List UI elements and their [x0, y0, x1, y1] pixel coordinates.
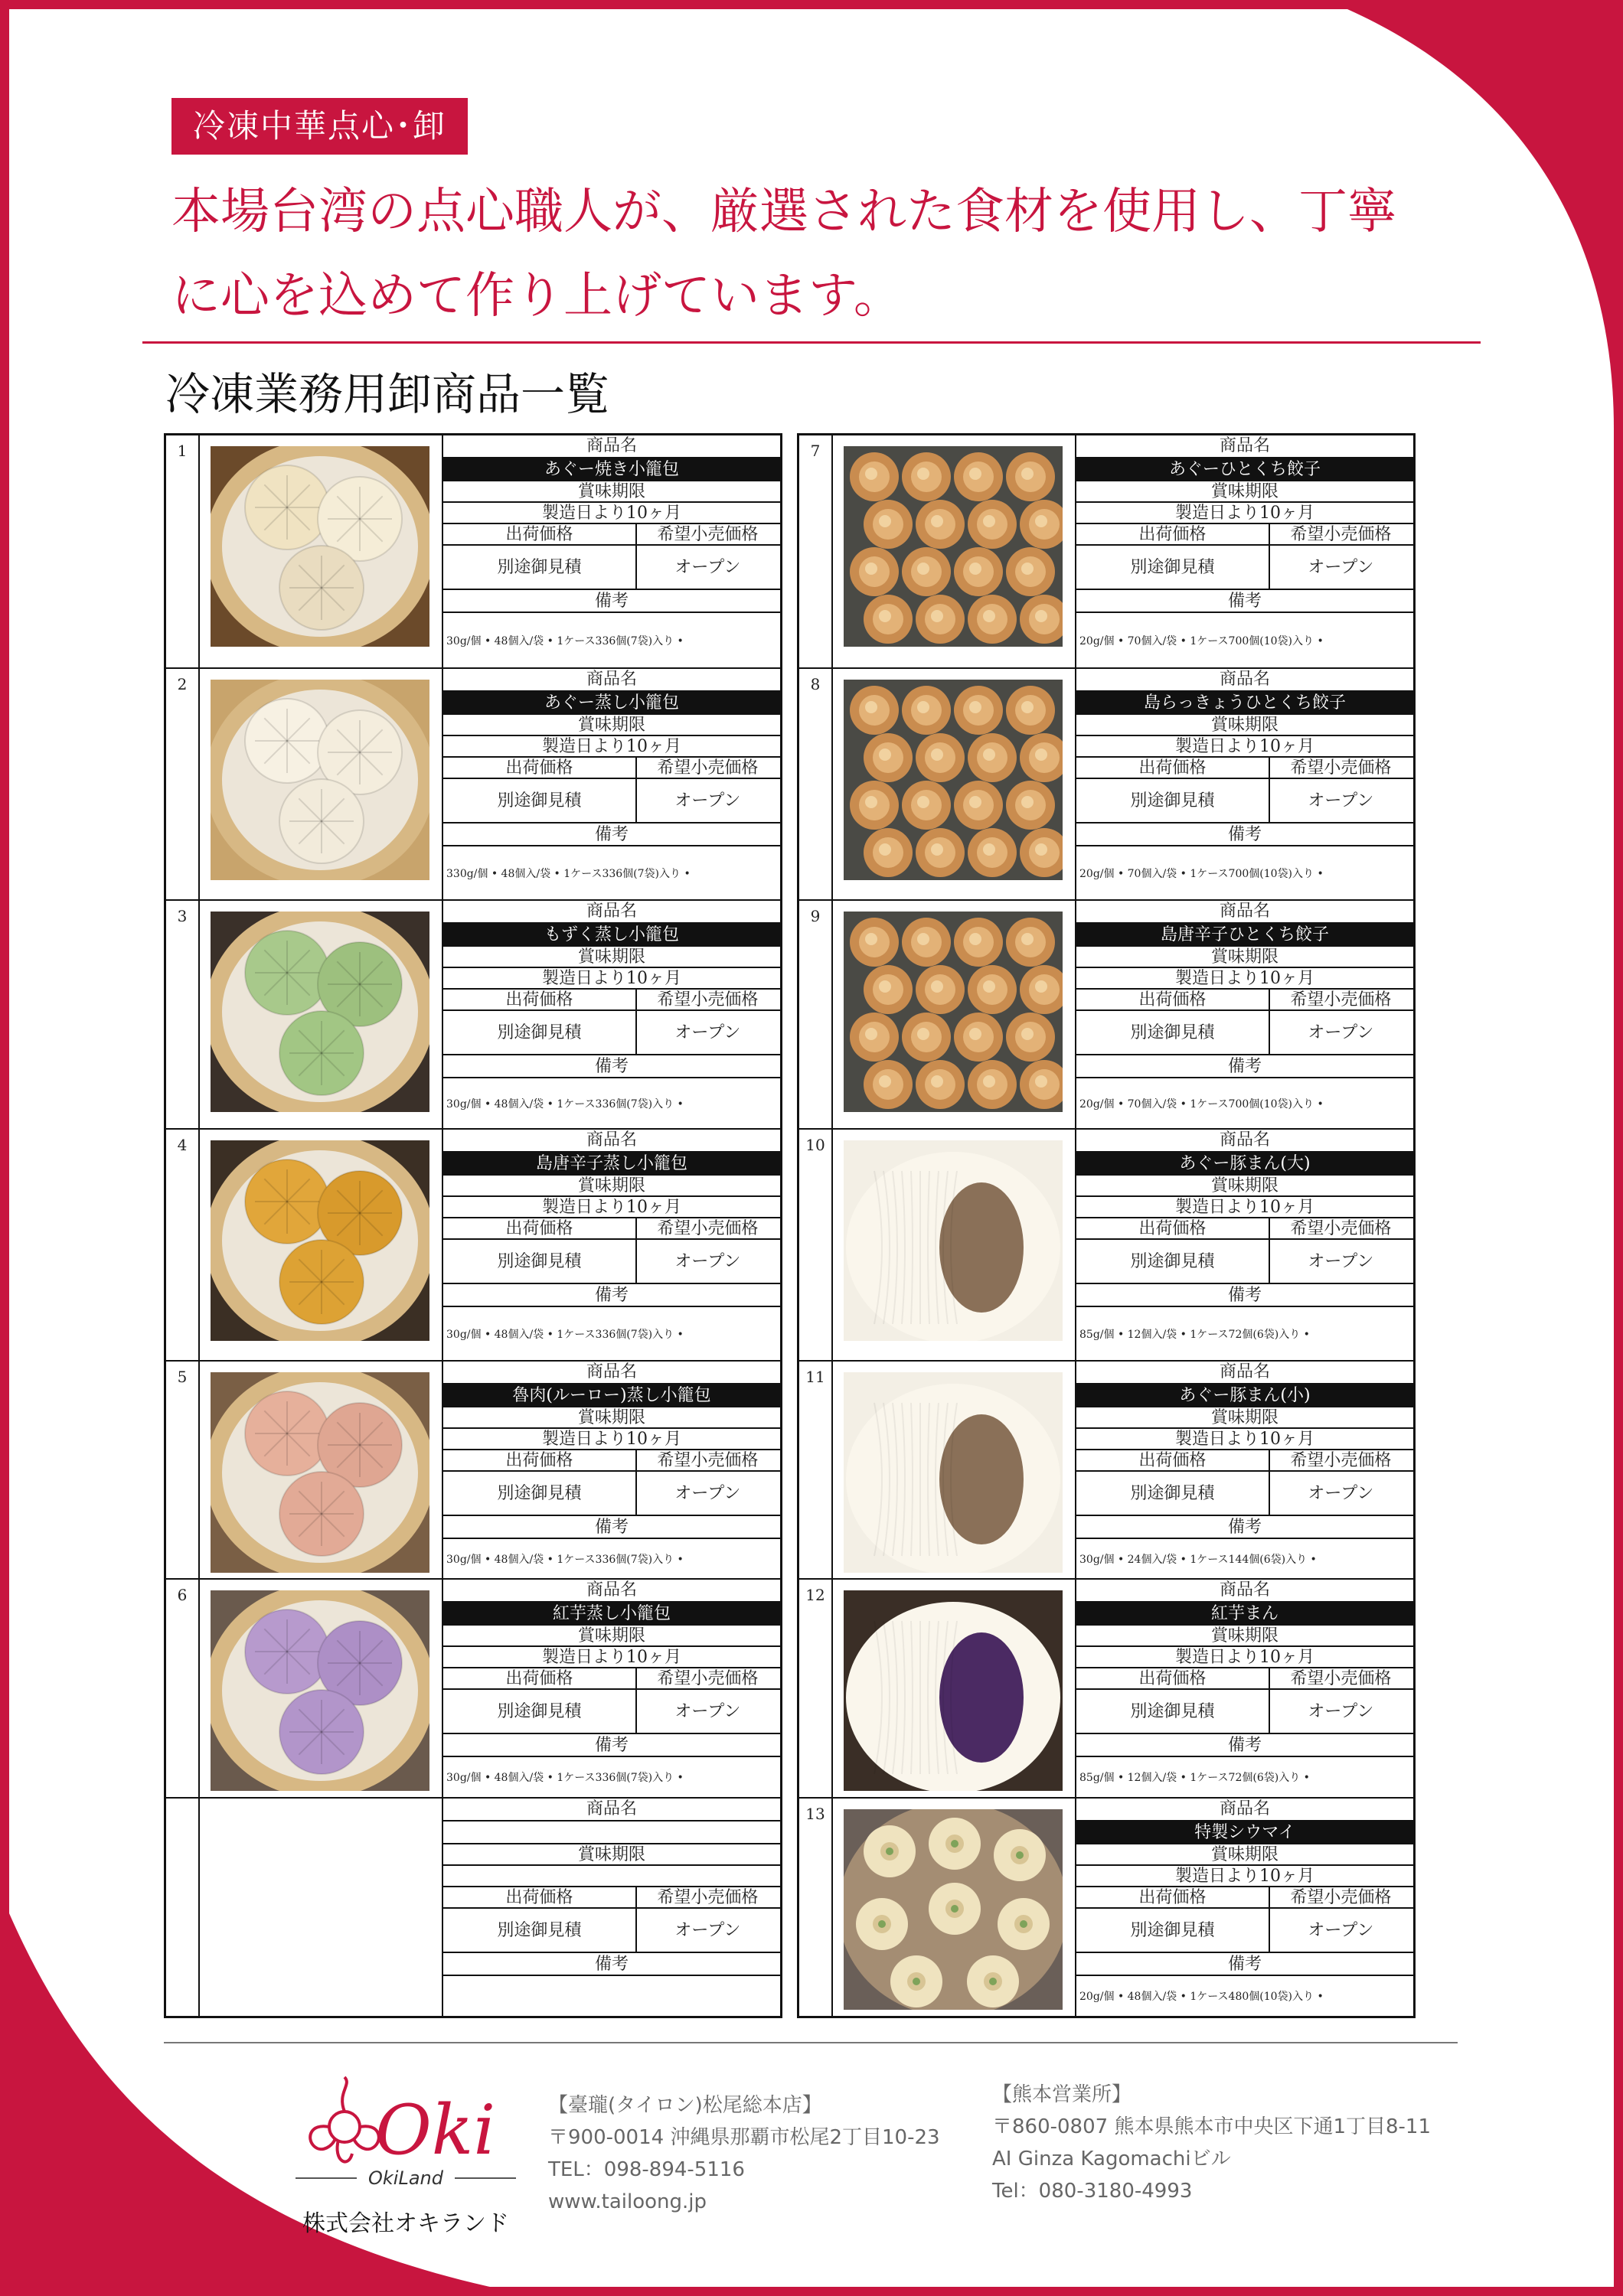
product-name: 島らっきょうひとくち餃子 [1076, 690, 1413, 713]
product-info [1076, 435, 1413, 667]
price-header [443, 1449, 780, 1470]
photo-cell [833, 1580, 1076, 1797]
photo-cell [833, 669, 1076, 899]
product-number: 3 [166, 901, 200, 1128]
retail-price-label: 希望小売価格 [1290, 1669, 1392, 1688]
remarks-label: 備考 [443, 1733, 780, 1756]
product-info [443, 435, 780, 667]
ship-price-label: 出荷価格 [443, 990, 637, 1009]
expiry-label: 賞味期限 [1076, 1174, 1413, 1195]
price-values [443, 1009, 780, 1054]
remarks-label: 備考 [443, 1054, 780, 1077]
photo-cell [833, 1799, 1076, 2016]
shelf-life: 製造日より10ヶ月 [443, 1427, 780, 1449]
product-photo [211, 1140, 429, 1341]
ship-price-value: 別途御見積 [1076, 1240, 1270, 1283]
product-number [166, 1799, 200, 2016]
remarks-text: 20g/個 • 48個入/袋 • 1ケース480個(10袋)入り • [1076, 1975, 1413, 2016]
ship-price-value: 別途御見積 [443, 779, 637, 822]
product-info [443, 1130, 780, 1360]
hq-title: 【臺瓏(タイロン)松尾総本店】 [548, 2094, 822, 2117]
product-row [166, 1797, 780, 2016]
price-header [1076, 1667, 1413, 1688]
price-header [443, 523, 780, 544]
product-number: 6 [166, 1580, 200, 1797]
retail-price-label: 希望小売価格 [657, 758, 759, 778]
photo-cell [200, 901, 443, 1128]
photo-cell [833, 901, 1076, 1128]
shelf-life: 製造日より10ヶ月 [443, 1645, 780, 1667]
ship-price-value: 別途御見積 [443, 1690, 637, 1733]
remarks-text: 30g/個 • 48個入/袋 • 1ケース336個(7袋)入り • [443, 1756, 780, 1797]
branch-address-block [992, 2079, 1431, 2207]
expiry-label: 賞味期限 [1076, 1843, 1413, 1864]
price-values [1076, 1907, 1413, 1952]
retail-price-label: 希望小売価格 [657, 990, 759, 1009]
shelf-life: 製造日より10ヶ月 [1076, 967, 1413, 988]
product-info [443, 669, 780, 899]
retail-price-value: オープン [674, 1252, 741, 1271]
remarks-label: 備考 [443, 589, 780, 612]
product-name-label: 商品名 [1219, 1362, 1270, 1381]
price-values [443, 778, 780, 822]
product-name: 特製シウマイ [1076, 1820, 1413, 1843]
expiry-label: 賞味期限 [1076, 1624, 1413, 1645]
catalog-left-column [164, 433, 782, 2018]
expiry-label: 賞味期限 [1076, 713, 1413, 735]
product-info [1076, 1799, 1413, 2016]
product-row [166, 1360, 780, 1578]
shelf-life: 製造日より10ヶ月 [443, 501, 780, 523]
product-info [443, 1580, 780, 1797]
retail-price-label: 希望小売価格 [657, 1888, 759, 1907]
remarks-label: 備考 [1076, 1952, 1413, 1975]
expiry-label: 賞味期限 [443, 480, 780, 501]
price-header [443, 756, 780, 778]
shelf-life: 製造日より10ヶ月 [443, 967, 780, 988]
expiry-label: 賞味期限 [443, 713, 780, 735]
ship-price-label: 出荷価格 [1076, 1668, 1270, 1688]
remarks-label: 備考 [443, 1283, 780, 1306]
ship-price-label: 出荷価格 [1076, 1887, 1270, 1907]
expiry-label: 賞味期限 [1076, 1406, 1413, 1427]
ship-price-label: 出荷価格 [1076, 990, 1270, 1009]
product-name: 紅芋蒸し小籠包 [443, 1601, 780, 1624]
ship-price-label: 出荷価格 [1076, 1450, 1270, 1470]
logo-wordmark: Oki [375, 2090, 496, 2170]
product-photo [844, 912, 1063, 1112]
shelf-life: 製造日より10ヶ月 [443, 735, 780, 756]
product-name: 紅芋まん [1076, 1601, 1413, 1624]
branch-title: 【熊本営業所】 [992, 2083, 1132, 2106]
product-name: あぐー焼き小籠包 [443, 457, 780, 480]
price-values [443, 1907, 780, 1952]
catalog-right-column [797, 433, 1416, 2018]
headline-line-1: 本場台湾の点心職人が、厳選された食材を使用し、丁寧 [171, 184, 1396, 240]
retail-price-value: オープン [1308, 1702, 1374, 1721]
remarks-label: 備考 [443, 822, 780, 845]
shelf-life [443, 1864, 780, 1886]
remarks-text: 30g/個 • 48個入/袋 • 1ケース336個(7袋)入り • [443, 1306, 780, 1360]
expiry-label: 賞味期限 [1076, 480, 1413, 501]
branch-address: 〒860-0807 熊本県熊本市中央区下通1丁目8-11 [992, 2115, 1431, 2138]
product-name-label: 商品名 [1219, 670, 1270, 689]
okiland-logo [291, 2062, 521, 2207]
remarks-text: 30g/個 • 24個入/袋 • 1ケース144個(6袋)入り • [1076, 1538, 1413, 1578]
logo-subtitle: OkiLand [368, 2167, 443, 2189]
shelf-life: 製造日より10ヶ月 [1076, 735, 1413, 756]
expiry-label: 賞味期限 [443, 1174, 780, 1195]
shelf-life: 製造日より10ヶ月 [1076, 1864, 1413, 1886]
product-name-label: 商品名 [586, 902, 637, 921]
product-photo [211, 1372, 429, 1573]
product-row [166, 899, 780, 1128]
product-row [799, 1578, 1413, 1797]
photo-cell [200, 435, 443, 667]
remarks-text [443, 1975, 780, 2016]
retail-price-value: オープン [1308, 1921, 1374, 1940]
ship-price-label: 出荷価格 [443, 758, 637, 778]
product-name-label: 商品名 [586, 436, 637, 455]
product-name-label: 商品名 [586, 1799, 637, 1818]
product-name-label: 商品名 [1219, 1130, 1270, 1150]
product-row [166, 435, 780, 667]
retail-price-label: 希望小売価格 [1290, 1888, 1392, 1907]
photo-cell [200, 1362, 443, 1578]
price-values [1076, 544, 1413, 589]
product-number: 8 [799, 669, 833, 899]
product-info [1076, 1362, 1413, 1578]
price-header [443, 988, 780, 1009]
shelf-life: 製造日より10ヶ月 [443, 1195, 780, 1217]
remarks-label: 備考 [1076, 1733, 1413, 1756]
price-header [443, 1886, 780, 1907]
photo-cell [833, 1362, 1076, 1578]
price-values [1076, 1238, 1413, 1283]
remarks-text: 330g/個 • 48個入/袋 • 1ケース336個(7袋)入り • [443, 845, 780, 899]
product-number: 11 [799, 1362, 833, 1578]
product-photo [211, 912, 429, 1112]
remarks-label: 備考 [1076, 1054, 1413, 1077]
photo-cell [200, 669, 443, 899]
product-row [166, 1128, 780, 1360]
expiry-label: 賞味期限 [443, 1624, 780, 1645]
price-values [1076, 1688, 1413, 1733]
product-name: あぐー豚まん(大) [1076, 1151, 1413, 1174]
price-values [443, 1238, 780, 1283]
product-name: もずく蒸し小籠包 [443, 922, 780, 945]
remarks-label: 備考 [443, 1515, 780, 1538]
product-photo [211, 680, 429, 880]
remarks-text: 30g/個 • 48個入/袋 • 1ケース336個(7袋)入り • [443, 1077, 780, 1128]
product-name-label: 商品名 [586, 670, 637, 689]
remarks-text: 30g/個 • 48個入/袋 • 1ケース336個(7袋)入り • [443, 1538, 780, 1578]
price-values [1076, 1009, 1413, 1054]
headline-line-2: に心を込めて作り上げています。 [171, 268, 903, 325]
company-name: 株式会社オキランド [302, 2210, 509, 2237]
ship-price-value: 別途御見積 [1076, 1472, 1270, 1515]
retail-price-value: オープン [674, 1921, 741, 1940]
shelf-life: 製造日より10ヶ月 [1076, 1195, 1413, 1217]
product-info [1076, 1130, 1413, 1360]
product-info [443, 1799, 780, 2016]
product-number: 7 [799, 435, 833, 667]
product-name-label: 商品名 [1219, 902, 1270, 921]
retail-price-label: 希望小売価格 [1290, 758, 1392, 778]
remarks-text: 30g/個 • 48個入/袋 • 1ケース336個(7袋)入り • [443, 612, 780, 667]
product-info [443, 1362, 780, 1578]
hq-tel[interactable]: TEL：098-894-5116 [548, 2158, 745, 2181]
retail-price-label: 希望小売価格 [1290, 990, 1392, 1009]
product-row [799, 667, 1413, 899]
ship-price-label: 出荷価格 [1076, 524, 1270, 544]
ship-price-value: 別途御見積 [1076, 1690, 1270, 1733]
retail-price-value: オープン [674, 1702, 741, 1721]
retail-price-value: オープン [674, 1023, 741, 1042]
product-number: 12 [799, 1580, 833, 1797]
expiry-label: 賞味期限 [443, 1843, 780, 1864]
price-header [1076, 523, 1413, 544]
ship-price-value: 別途御見積 [443, 1011, 637, 1054]
ship-price-value: 別途御見積 [1076, 1011, 1270, 1054]
product-photo [844, 1590, 1063, 1791]
product-name-label: 商品名 [1219, 1799, 1270, 1818]
retail-price-label: 希望小売価格 [1290, 1219, 1392, 1238]
remarks-text: 20g/個 • 70個入/袋 • 1ケース700個(10袋)入り • [1076, 1077, 1413, 1128]
product-row [166, 1578, 780, 1797]
price-values [443, 1470, 780, 1515]
ship-price-label: 出荷価格 [443, 524, 637, 544]
retail-price-label: 希望小売価格 [1290, 1451, 1392, 1470]
product-photo [844, 680, 1063, 880]
product-number: 4 [166, 1130, 200, 1360]
remarks-label: 備考 [1076, 1515, 1413, 1538]
headline [171, 170, 1519, 338]
remarks-label: 備考 [443, 1952, 780, 1975]
price-header [1076, 988, 1413, 1009]
product-number: 10 [799, 1130, 833, 1360]
ship-price-value: 別途御見積 [1076, 546, 1270, 589]
product-name-label: 商品名 [1219, 436, 1270, 455]
retail-price-value: オープン [1308, 791, 1374, 810]
branch-tel[interactable]: Tel：080-3180-4993 [992, 2180, 1193, 2203]
divider [142, 341, 1481, 344]
product-name: 魯肉(ルーロー)蒸し小籠包 [443, 1383, 780, 1406]
product-photo [211, 446, 429, 647]
remarks-label: 備考 [1076, 822, 1413, 845]
ship-price-value: 別途御見積 [1076, 779, 1270, 822]
product-row [166, 667, 780, 899]
product-number: 13 [799, 1799, 833, 2016]
product-info [1076, 901, 1413, 1128]
product-name-label: 商品名 [586, 1362, 637, 1381]
shelf-life: 製造日より10ヶ月 [1076, 1427, 1413, 1449]
remarks-text: 20g/個 • 70個入/袋 • 1ケース700個(10袋)入り • [1076, 612, 1413, 667]
product-info [1076, 1580, 1413, 1797]
retail-price-value: オープン [1308, 1484, 1374, 1503]
retail-price-value: オープン [1308, 1252, 1374, 1271]
product-name: 島唐辛子蒸し小籠包 [443, 1151, 780, 1174]
product-name: 島唐辛子ひとくち餃子 [1076, 922, 1413, 945]
ship-price-value: 別途御見積 [443, 1909, 637, 1952]
footer-divider [164, 2042, 1458, 2043]
photo-cell [200, 1799, 443, 2016]
product-row [799, 899, 1413, 1128]
product-photo [844, 446, 1063, 647]
remarks-text: 85g/個 • 12個入/袋 • 1ケース72個(6袋)入り • [1076, 1756, 1413, 1797]
retail-price-label: 希望小売価格 [657, 1669, 759, 1688]
product-row [799, 435, 1413, 667]
retail-price-label: 希望小売価格 [657, 1451, 759, 1470]
ship-price-value: 別途御見積 [443, 546, 637, 589]
product-name [443, 1820, 780, 1843]
ship-price-label: 出荷価格 [1076, 1218, 1270, 1238]
product-name-label: 商品名 [1219, 1580, 1270, 1600]
product-number: 5 [166, 1362, 200, 1578]
expiry-label: 賞味期限 [443, 1406, 780, 1427]
price-header [1076, 1449, 1413, 1470]
retail-price-value: オープン [674, 791, 741, 810]
product-info [443, 901, 780, 1128]
ship-price-value: 別途御見積 [443, 1472, 637, 1515]
retail-price-value: オープン [674, 558, 741, 577]
product-photo [844, 1809, 1063, 2010]
product-photo [211, 1590, 429, 1791]
hq-address-block [548, 2089, 940, 2218]
ship-price-label: 出荷価格 [443, 1668, 637, 1688]
product-number: 1 [166, 435, 200, 667]
retail-price-value: オープン [1308, 1023, 1374, 1042]
category-tag: 冷凍中華点心･卸 [171, 98, 468, 155]
price-header [443, 1217, 780, 1238]
retail-price-value: オープン [674, 1484, 741, 1503]
price-header [1076, 756, 1413, 778]
section-title: 冷凍業務用卸商品一覧 [165, 368, 610, 420]
expiry-label: 賞味期限 [1076, 945, 1413, 967]
hq-address: 〒900-0014 沖縄県那覇市松尾2丁目10-23 [548, 2126, 940, 2149]
photo-cell [200, 1580, 443, 1797]
product-row [799, 1797, 1413, 2016]
product-info [1076, 669, 1413, 899]
photo-cell [200, 1130, 443, 1360]
ship-price-label: 出荷価格 [443, 1887, 637, 1907]
remarks-label: 備考 [1076, 1283, 1413, 1306]
price-header [1076, 1886, 1413, 1907]
product-name: あぐー豚まん(小) [1076, 1383, 1413, 1406]
price-header [1076, 1217, 1413, 1238]
product-name: あぐーひとくち餃子 [1076, 457, 1413, 480]
price-header [443, 1667, 780, 1688]
price-values [1076, 1470, 1413, 1515]
product-row [799, 1360, 1413, 1578]
shelf-life: 製造日より10ヶ月 [1076, 1645, 1413, 1667]
ship-price-label: 出荷価格 [443, 1218, 637, 1238]
product-name-label: 商品名 [586, 1580, 637, 1600]
expiry-label: 賞味期限 [443, 945, 780, 967]
ship-price-label: 出荷価格 [443, 1450, 637, 1470]
product-name-label: 商品名 [586, 1130, 637, 1150]
price-values [443, 544, 780, 589]
product-number: 2 [166, 669, 200, 899]
product-number: 9 [799, 901, 833, 1128]
retail-price-label: 希望小売価格 [1290, 525, 1392, 544]
shelf-life: 製造日より10ヶ月 [1076, 501, 1413, 523]
remarks-text: 85g/個 • 12個入/袋 • 1ケース72個(6袋)入り • [1076, 1306, 1413, 1360]
photo-cell [833, 1130, 1076, 1360]
retail-price-label: 希望小売価格 [657, 1219, 759, 1238]
ship-price-value: 別途御見積 [443, 1240, 637, 1283]
remarks-text: 20g/個 • 70個入/袋 • 1ケース700個(10袋)入り • [1076, 845, 1413, 899]
product-name: あぐー蒸し小籠包 [443, 690, 780, 713]
retail-price-label: 希望小売価格 [657, 525, 759, 544]
ship-price-label: 出荷価格 [1076, 758, 1270, 778]
hq-website[interactable]: www.tailoong.jp [548, 2190, 707, 2213]
product-photo [844, 1372, 1063, 1573]
product-row [799, 1128, 1413, 1360]
photo-cell [833, 435, 1076, 667]
remarks-label: 備考 [1076, 589, 1413, 612]
retail-price-value: オープン [1308, 558, 1374, 577]
branch-building: AI Ginza Kagomachiビル [992, 2148, 1231, 2170]
product-photo [844, 1140, 1063, 1341]
ship-price-value: 別途御見積 [1076, 1909, 1270, 1952]
price-values [1076, 778, 1413, 822]
price-values [443, 1688, 780, 1733]
